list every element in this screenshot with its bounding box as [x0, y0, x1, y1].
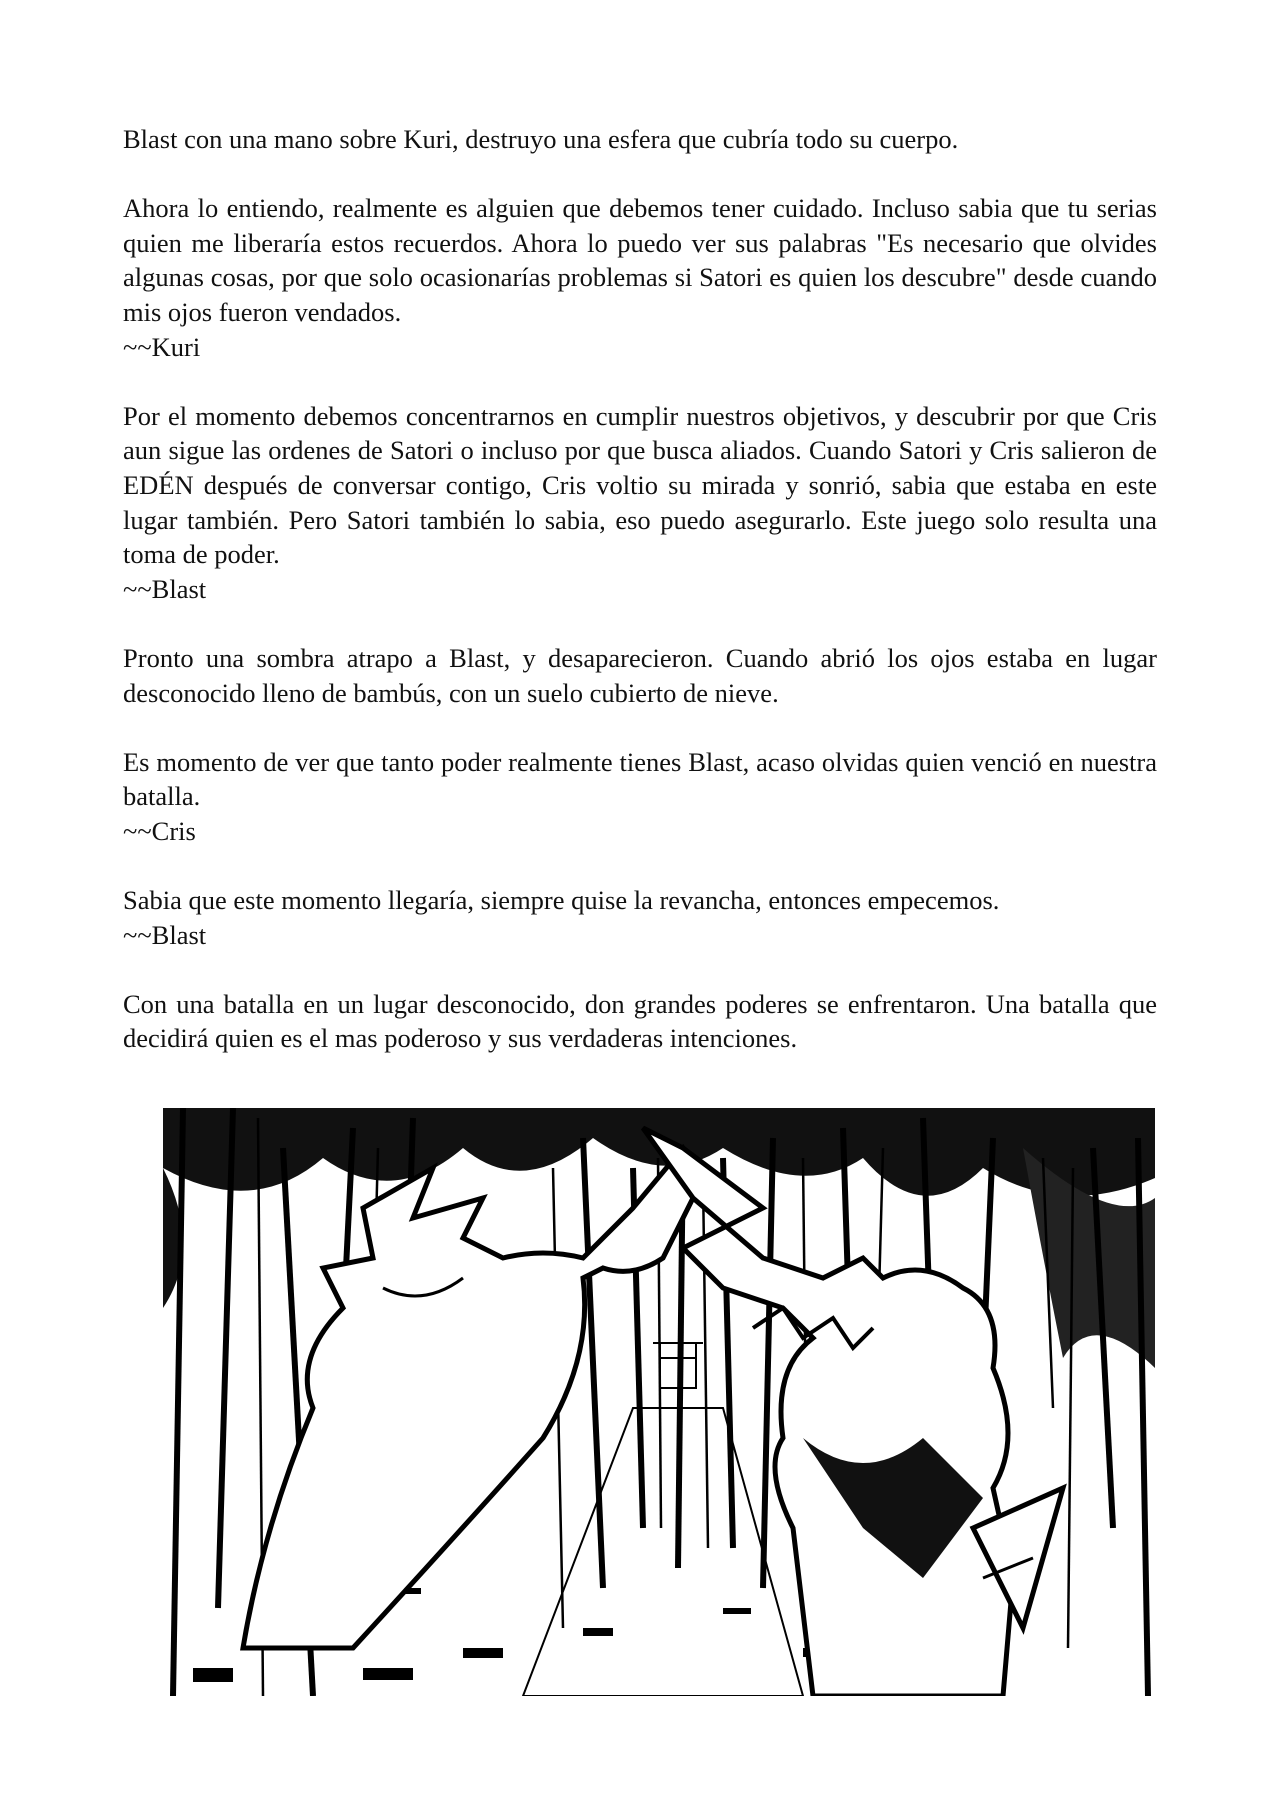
paragraph-2	[123, 191, 1157, 364]
paragraph-2-text: Ahora lo entiendo, realmente es alguien que debemos tener cuidado. Incluso sabia que tu serias quien me liberaría estos recuerdos. Ahora lo puedo ver sus palabras "Es necesario que olvides algunas cosas, por que solo ocasionarías problemas si Satori es quien los descubre" desde cuando mis ojos fueron vendados.	[123, 193, 1157, 327]
battle-illustration	[163, 1108, 1155, 1696]
paragraph-6-text: Sabia que este momento llegaría, siempre quise la revancha, entonces empecemos.	[123, 885, 1000, 916]
paragraph-1-text: Blast con una mano sobre Kuri, destruyo una esfera que cubría todo su cuerpo.	[123, 124, 959, 154]
bamboo-forest-battle-image	[163, 1108, 1155, 1696]
paragraph-5	[123, 745, 1157, 849]
speaker-cris: ~~Cris	[123, 815, 196, 846]
paragraph-7-text: Con una batalla en un lugar desconocido, don grandes poderes se enfrentaron. Una batalla que decidirá quien es el mas poderoso y sus verdaderas intenciones.	[123, 988, 1157, 1054]
paragraph-7	[123, 987, 1157, 1056]
paragraph-1	[123, 122, 1157, 157]
paragraph-4-text: Pronto una sombra atrapo a Blast, y desaparecieron. Cuando abrió los ojos estaba en lugar desconocido lleno de bambús, con un suelo cubierto de nieve.	[123, 642, 1157, 708]
paragraph-3	[123, 399, 1157, 607]
paragraph-6	[123, 883, 1157, 952]
paragraph-4	[123, 641, 1157, 710]
paragraph-5-text: Es momento de ver que tanto poder realmente tienes Blast, acaso olvidas quien venció en nuestra batalla.	[123, 746, 1157, 812]
speaker-kuri: ~~Kuri	[123, 331, 201, 362]
speaker-blast-2: ~~Blast	[123, 919, 207, 950]
story-text	[123, 122, 1157, 1091]
speaker-blast: ~~Blast	[123, 573, 207, 604]
paragraph-3-text: Por el momento debemos concentrarnos en cumplir nuestros objetivos, y descubrir por que Cris aun sigue las ordenes de Satori o incluso por que busca aliados. Cuando Satori y Cris salieron de EDÉN después de conversar contigo, Cris voltio su mirada y sonrió, sabia que estaba en este lugar también. Pero Satori también lo sabia, eso puedo asegurarlo. Este juego solo resulta una toma de poder.	[123, 400, 1157, 570]
